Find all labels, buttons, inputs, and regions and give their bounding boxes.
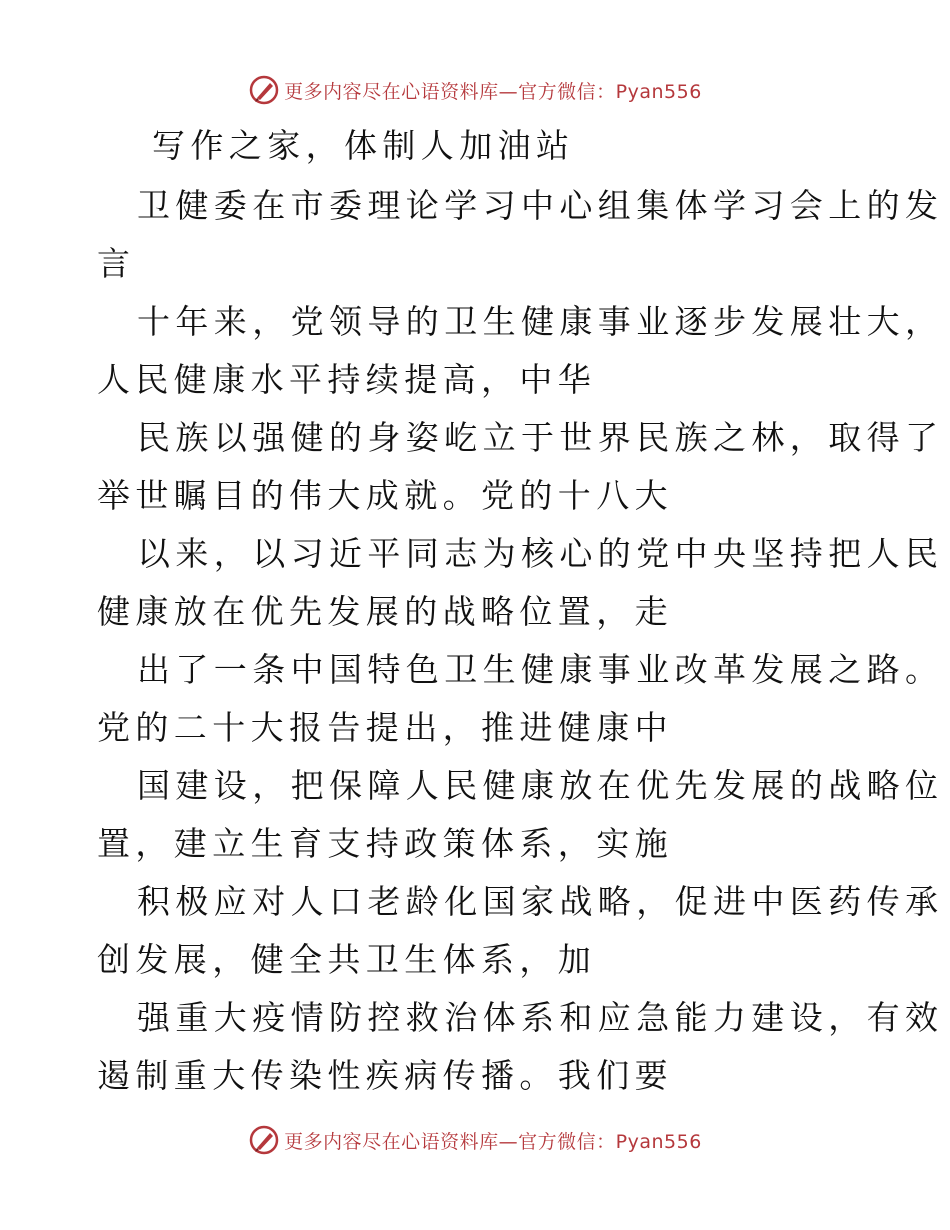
text-line: 遏制重大传染性疾病传播。我们要 (97, 1056, 673, 1095)
site-name: 写作之家，体制人加油站 (152, 126, 575, 165)
text-line: 十年来，党领导的卫生健康事业逐步发展壮大， (137, 302, 944, 341)
text-line: 言 (97, 244, 136, 283)
watermark-banner-top (0, 70, 950, 110)
text-line: 国建设，把保障人民健康放在优先发展的战略位 (137, 766, 944, 805)
watermark-text: 更多内容尽在心语资料库—官方微信：Pyan556 (284, 80, 702, 103)
text-line: 强重大疫情防控救治体系和应急能力建设，有效 (137, 998, 944, 1037)
text-line: 出了一条中国特色卫生健康事业改革发展之路。 (137, 650, 944, 689)
watermark-text: 更多内容尽在心语资料库—官方微信：Pyan556 (284, 1130, 702, 1153)
text-line: 人民健康水平持续提高，中华 (97, 360, 597, 399)
text-line: 置，建立生育支持政策体系，实施 (97, 824, 673, 863)
text-line: 举世瞩目的伟大成就。党的十八大 (97, 476, 673, 515)
text-line: 创发展，健全共卫生体系，加 (97, 940, 597, 979)
text-line: 积极应对人口老龄化国家战略，促进中医药传承 (137, 882, 944, 921)
text-line: 健康放在优先发展的战略位置，走 (97, 592, 673, 631)
text-line: 党的二十大报告提出，推进健康中 (97, 708, 673, 747)
text-line: 民族以强健的身姿屹立于世界民族之林，取得了 (137, 418, 944, 457)
quill-pen-logo-icon (248, 1124, 280, 1156)
text-line: 卫健委在市委理论学习中心组集体学习会上的发 (137, 186, 944, 225)
watermark-banner-bottom (0, 1120, 950, 1160)
text-line: 以来，以习近平同志为核心的党中央坚持把人民 (137, 534, 944, 573)
quill-pen-logo-icon (248, 74, 280, 106)
